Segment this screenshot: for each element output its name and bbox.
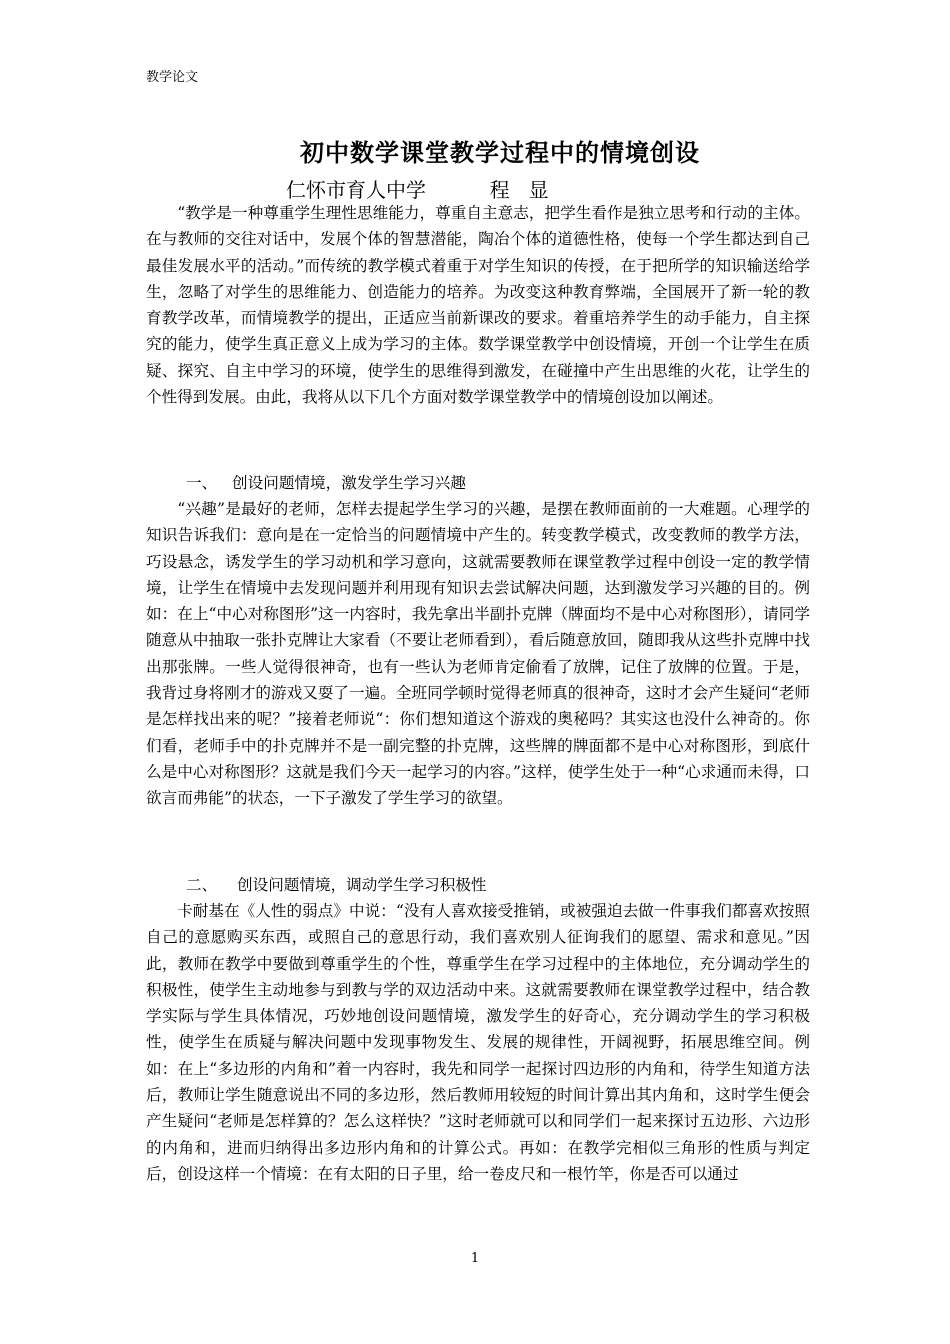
section-1-heading: 一、 创设问题情境，激发学生学习兴趣 <box>186 474 466 492</box>
section-2-paragraph: 卡耐基在《人性的弱点》中说：“没有人喜欢接受推销，或被强迫去做一件事我们都喜欢按照自己的意愿购买东西，或照自己的意思行动，我们喜欢别人征询我们的愿望、需求和意见。”因此，教师在教学中要做到尊重学生的个性，尊重学生在学习过程中的主体地位，充分调动学生的积极性，使学生主动地参与到教与学的双边活动中来。这就需要教师在课堂教学过程中，结合教学实际与学生具体情况，巧妙地创设问题情境，激发学生的好奇心，充分调动学生的学习积极性，使学生在质疑与解决问题中发现事物发生、发展的规律性，开阔视野，拓展思维空间。例如：在上“多边形的内角和”着一内容时，我先和同学一起探讨四边形的内角和，待学生知道方法后，教师让学生随意说出不同的多边形，然后教师用较短的时间计算出其内角和，这时学生便会产生疑问“老师是怎样算的？怎么这样快？”这时老师就可以和同学们一起来探讨五边形、六边形的内角和，进而归纳得出多边形内角和的计算公式。再如：在教学完相似三角形的性质与判定后，创设这样一个情境：在有太阳的日子里，给一卷皮尺和一根竹竿，你是否可以通过 <box>146 902 810 1183</box>
section-2-body-block <box>146 898 810 1187</box>
page-number: 1 <box>470 1251 480 1266</box>
author-line: 仁怀市育人中学 程 显 <box>286 178 549 202</box>
page-header: 教学论文 <box>146 70 199 85</box>
document-title: 初中数学课堂教学过程中的情境创设 <box>300 139 700 167</box>
section-1-paragraph: “兴趣”是最好的老师，怎样去提起学生学习的兴趣，是摆在教师面前的一大难题。心理学的知识告诉我们：意向是在一定恰当的问题情境中产生的。转变教学模式，改变教师的教学方法，巧设悬念，诱发学生的学习动机和学习意向，这就需要教师在课堂教学过程中创设一定的教学情境，让学生在情境中去发现问题并利用现有知识去尝试解决问题，达到激发学习兴趣的目的。例如：在上“中心对称图形”这一内容时，我先拿出半副扑克牌（牌面均不是中心对称图形），请同学随意从中抽取一张扑克牌让大家看（不要让老师看到），看后随意放回，随即我从这些扑克牌中找出那张牌。一些人觉得很神奇，也有一些认为老师肯定偷看了放牌，记住了放牌的位置。于是，我背过身将刚才的游戏又耍了一遍。全班同学顿时觉得老师真的很神奇，这时才会产生疑问“老师是怎样找出来的呢？”接着老师说“：你们想知道这个游戏的奥秘吗？其实这也没什么神奇的。你们看，老师手中的扑克牌并不是一副完整的扑克牌，这些牌的牌面都不是中心对称图形，到底什么是中心对称图形？这就是我们今天一起学习的内容。”这样，使学生处于一种“心求通而未得，口欲言而弗能”的状态，一下子激发了学生学习的欲望。 <box>146 500 810 808</box>
intro-paragraph-block <box>146 200 810 410</box>
intro-paragraph: “教学是一种尊重学生理性思维能力，尊重自主意志，把学生看作是独立思考和行动的主体。在与教师的交往对话中，发展个体的智慧潜能，陶冶个体的道德性格，使每一个学生都达到自己最佳发展水平的活动。”而传统的教学模式着重于对学生知识的传授，在于把所学的知识输送给学生，忽略了对学生的思维能力、创造能力的培养。为改变这种教育弊端，全国展开了新一轮的教育教学改革，而情境教学的提出，正适应当前新课改的要求。着重培养学生的动手能力，自主探究的能力，使学生真正意义上成为学习的主体。数学课堂教学中创设情境，开创一个让学生在质疑、探究、自主中学习的环境，使学生的思维得到激发，在碰撞中产生出思维的火花，让学生的个性得到发展。由此，我将从以下几个方面对数学课堂教学中的情境创设加以阐述。 <box>146 204 810 407</box>
section-2-heading: 二、 创设问题情境，调动学生学习积极性 <box>186 876 487 894</box>
section-1-body-block <box>146 496 810 812</box>
